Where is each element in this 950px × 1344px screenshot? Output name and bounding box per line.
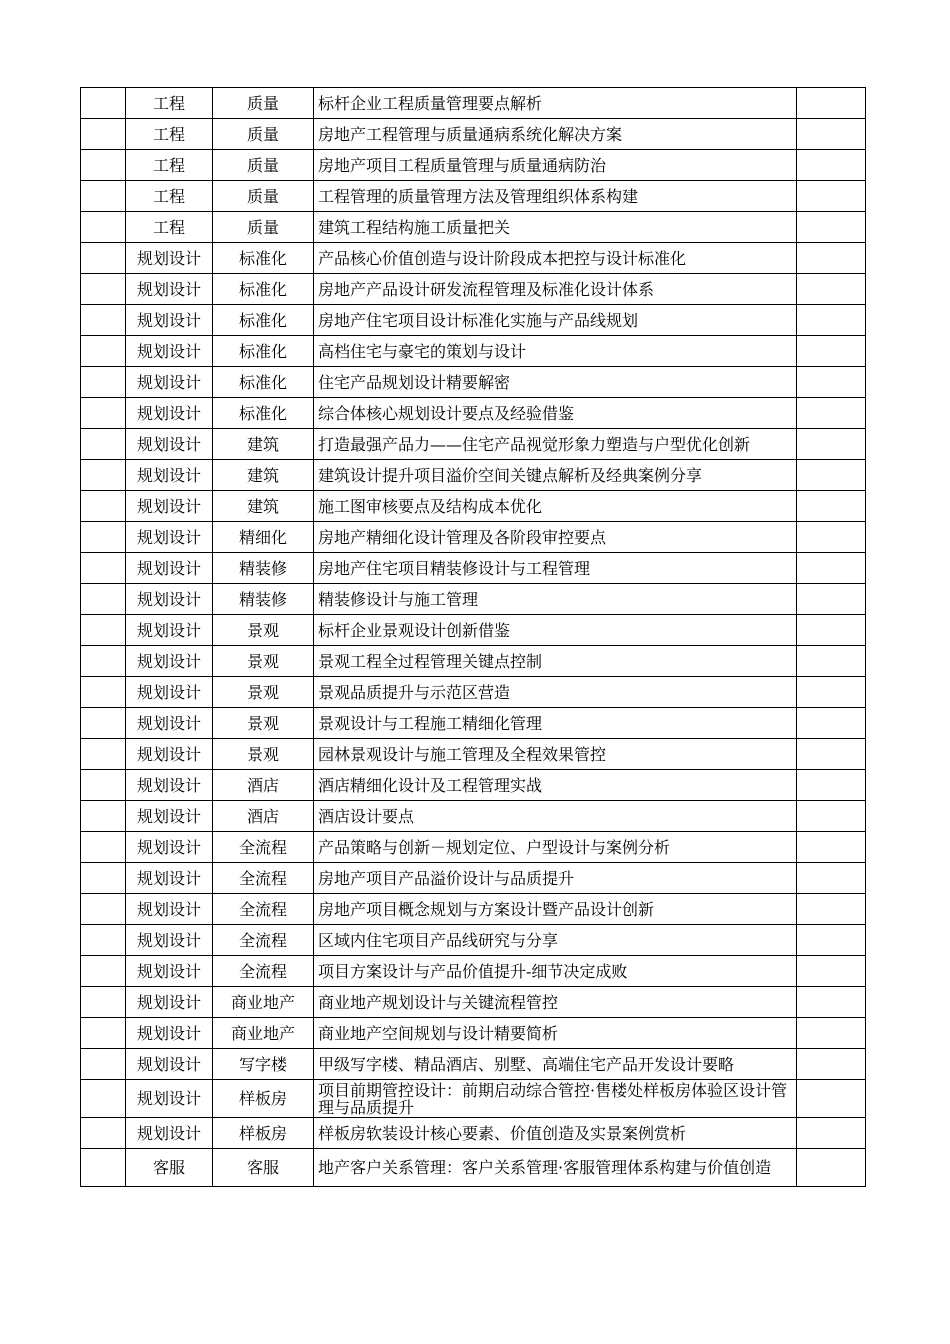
blank-cell — [797, 305, 866, 336]
subcategory-cell: 全流程 — [213, 894, 314, 925]
subcategory-cell: 酒店 — [213, 801, 314, 832]
course-title-cell: 景观品质提升与示范区营造 — [314, 677, 797, 708]
subcategory-cell: 标准化 — [213, 274, 314, 305]
blank-cell — [81, 181, 126, 212]
subcategory-cell: 建筑 — [213, 491, 314, 522]
category-cell: 规划设计 — [126, 584, 213, 615]
blank-cell — [81, 150, 126, 181]
course-title-cell: 房地产项目产品溢价设计与品质提升 — [314, 863, 797, 894]
blank-cell — [81, 863, 126, 894]
category-cell: 规划设计 — [126, 491, 213, 522]
blank-cell — [797, 1149, 866, 1187]
course-title-cell: 高档住宅与豪宅的策划与设计 — [314, 336, 797, 367]
category-cell: 规划设计 — [126, 274, 213, 305]
blank-cell — [81, 460, 126, 491]
course-title-cell: 区域内住宅项目产品线研究与分享 — [314, 925, 797, 956]
course-title-cell: 产品策略与创新－规划定位、户型设计与案例分析 — [314, 832, 797, 863]
category-cell: 规划设计 — [126, 770, 213, 801]
course-title-cell: 项目方案设计与产品价值提升-细节决定成败 — [314, 956, 797, 987]
category-cell: 工程 — [126, 212, 213, 243]
blank-cell — [81, 801, 126, 832]
category-cell: 规划设计 — [126, 708, 213, 739]
blank-cell — [81, 1080, 126, 1118]
blank-cell — [797, 336, 866, 367]
blank-cell — [81, 429, 126, 460]
category-cell: 规划设计 — [126, 863, 213, 894]
course-title-cell: 房地产工程管理与质量通病系统化解决方案 — [314, 119, 797, 150]
course-title-cell: 房地产住宅项目设计标准化实施与产品线规划 — [314, 305, 797, 336]
table-row — [81, 553, 866, 584]
table-row — [81, 832, 866, 863]
category-cell: 规划设计 — [126, 987, 213, 1018]
category-cell: 规划设计 — [126, 522, 213, 553]
table-row — [81, 398, 866, 429]
blank-cell — [797, 367, 866, 398]
blank-cell — [81, 212, 126, 243]
course-title-cell: 酒店精细化设计及工程管理实战 — [314, 770, 797, 801]
blank-cell — [797, 615, 866, 646]
category-cell: 规划设计 — [126, 1018, 213, 1049]
blank-cell — [797, 1080, 866, 1118]
course-title-cell: 房地产产品设计研发流程管理及标准化设计体系 — [314, 274, 797, 305]
course-title-cell: 工程管理的质量管理方法及管理组织体系构建 — [314, 181, 797, 212]
blank-cell — [81, 305, 126, 336]
category-cell: 规划设计 — [126, 646, 213, 677]
category-cell: 工程 — [126, 88, 213, 119]
table-body — [81, 88, 866, 1187]
course-title-cell: 景观工程全过程管理关键点控制 — [314, 646, 797, 677]
category-cell: 规划设计 — [126, 336, 213, 367]
table-row — [81, 522, 866, 553]
table-row — [81, 708, 866, 739]
blank-cell — [797, 739, 866, 770]
course-title-cell: 打造最强产品力——住宅产品视觉形象力塑造与户型优化创新 — [314, 429, 797, 460]
blank-cell — [81, 243, 126, 274]
table-row — [81, 274, 866, 305]
table-row — [81, 150, 866, 181]
blank-cell — [797, 584, 866, 615]
category-cell: 工程 — [126, 119, 213, 150]
course-title-cell: 项目前期管控设计：前期启动综合管控·售楼处样板房体验区设计管理与品质提升 — [314, 1080, 797, 1118]
course-title-cell: 商业地产规划设计与关键流程管控 — [314, 987, 797, 1018]
blank-cell — [797, 398, 866, 429]
table-row — [81, 336, 866, 367]
blank-cell — [81, 119, 126, 150]
subcategory-cell: 景观 — [213, 677, 314, 708]
category-cell: 工程 — [126, 150, 213, 181]
subcategory-cell: 样板房 — [213, 1080, 314, 1118]
subcategory-cell: 标准化 — [213, 367, 314, 398]
blank-cell — [797, 925, 866, 956]
blank-cell — [797, 801, 866, 832]
subcategory-cell: 商业地产 — [213, 987, 314, 1018]
blank-cell — [81, 770, 126, 801]
subcategory-cell: 客服 — [213, 1149, 314, 1187]
blank-cell — [797, 243, 866, 274]
blank-cell — [81, 367, 126, 398]
table-row — [81, 956, 866, 987]
table-row — [81, 1049, 866, 1080]
subcategory-cell: 质量 — [213, 119, 314, 150]
subcategory-cell: 景观 — [213, 646, 314, 677]
blank-cell — [797, 1118, 866, 1149]
blank-cell — [797, 894, 866, 925]
subcategory-cell: 写字楼 — [213, 1049, 314, 1080]
category-cell: 规划设计 — [126, 677, 213, 708]
blank-cell — [797, 956, 866, 987]
table-row — [81, 460, 866, 491]
table-row — [81, 894, 866, 925]
subcategory-cell: 质量 — [213, 181, 314, 212]
course-title-cell: 建筑设计提升项目溢价空间关键点解析及经典案例分享 — [314, 460, 797, 491]
blank-cell — [81, 584, 126, 615]
blank-cell — [81, 615, 126, 646]
subcategory-cell: 精装修 — [213, 584, 314, 615]
blank-cell — [797, 1049, 866, 1080]
blank-cell — [797, 119, 866, 150]
course-title-cell: 房地产住宅项目精装修设计与工程管理 — [314, 553, 797, 584]
category-cell: 规划设计 — [126, 894, 213, 925]
category-cell: 规划设计 — [126, 460, 213, 491]
subcategory-cell: 商业地产 — [213, 1018, 314, 1049]
category-cell: 规划设计 — [126, 305, 213, 336]
blank-cell — [797, 832, 866, 863]
table-row — [81, 429, 866, 460]
subcategory-cell: 全流程 — [213, 832, 314, 863]
category-cell: 规划设计 — [126, 925, 213, 956]
blank-cell — [797, 770, 866, 801]
table-row — [81, 1149, 866, 1187]
blank-cell — [81, 708, 126, 739]
blank-cell — [81, 739, 126, 770]
table-row — [81, 863, 866, 894]
subcategory-cell: 景观 — [213, 615, 314, 646]
category-cell: 规划设计 — [126, 429, 213, 460]
blank-cell — [797, 212, 866, 243]
blank-cell — [797, 150, 866, 181]
table-row — [81, 584, 866, 615]
course-title-cell: 住宅产品规划设计精要解密 — [314, 367, 797, 398]
blank-cell — [81, 832, 126, 863]
category-cell: 规划设计 — [126, 615, 213, 646]
table-row — [81, 739, 866, 770]
subcategory-cell: 质量 — [213, 88, 314, 119]
course-title-cell: 产品核心价值创造与设计阶段成本把控与设计标准化 — [314, 243, 797, 274]
subcategory-cell: 精细化 — [213, 522, 314, 553]
table-row — [81, 181, 866, 212]
blank-cell — [797, 863, 866, 894]
table-row — [81, 367, 866, 398]
course-title-cell: 精装修设计与施工管理 — [314, 584, 797, 615]
table-row — [81, 1018, 866, 1049]
category-cell: 规划设计 — [126, 1118, 213, 1149]
blank-cell — [797, 181, 866, 212]
subcategory-cell: 精装修 — [213, 553, 314, 584]
subcategory-cell: 质量 — [213, 212, 314, 243]
course-title-cell: 景观设计与工程施工精细化管理 — [314, 708, 797, 739]
blank-cell — [81, 677, 126, 708]
blank-cell — [797, 460, 866, 491]
category-cell: 规划设计 — [126, 1049, 213, 1080]
course-title-cell: 房地产项目概念规划与方案设计暨产品设计创新 — [314, 894, 797, 925]
table-row — [81, 1080, 866, 1118]
category-cell: 规划设计 — [126, 739, 213, 770]
blank-cell — [81, 1049, 126, 1080]
course-title-cell: 标杆企业景观设计创新借鉴 — [314, 615, 797, 646]
blank-cell — [797, 646, 866, 677]
blank-cell — [81, 88, 126, 119]
table-row — [81, 801, 866, 832]
blank-cell — [81, 553, 126, 584]
table-row — [81, 305, 866, 336]
blank-cell — [81, 1118, 126, 1149]
category-cell: 规划设计 — [126, 801, 213, 832]
table-row — [81, 88, 866, 119]
category-cell: 规划设计 — [126, 832, 213, 863]
course-title-cell: 园林景观设计与施工管理及全程效果管控 — [314, 739, 797, 770]
category-cell: 规划设计 — [126, 367, 213, 398]
category-cell: 规划设计 — [126, 398, 213, 429]
subcategory-cell: 全流程 — [213, 863, 314, 894]
category-cell: 客服 — [126, 1149, 213, 1187]
subcategory-cell: 全流程 — [213, 956, 314, 987]
blank-cell — [81, 491, 126, 522]
course-title-cell: 综合体核心规划设计要点及经验借鉴 — [314, 398, 797, 429]
blank-cell — [797, 274, 866, 305]
blank-cell — [81, 398, 126, 429]
course-title-cell: 样板房软装设计核心要素、价值创造及实景案例赏析 — [314, 1118, 797, 1149]
course-title-cell: 房地产项目工程质量管理与质量通病防治 — [314, 150, 797, 181]
subcategory-cell: 景观 — [213, 739, 314, 770]
blank-cell — [797, 88, 866, 119]
table-row — [81, 677, 866, 708]
table-row — [81, 1118, 866, 1149]
subcategory-cell: 景观 — [213, 708, 314, 739]
blank-cell — [797, 522, 866, 553]
category-cell: 规划设计 — [126, 956, 213, 987]
subcategory-cell: 标准化 — [213, 243, 314, 274]
subcategory-cell: 酒店 — [213, 770, 314, 801]
blank-cell — [81, 646, 126, 677]
blank-cell — [81, 925, 126, 956]
blank-cell — [81, 894, 126, 925]
subcategory-cell: 样板房 — [213, 1118, 314, 1149]
table-row — [81, 615, 866, 646]
subcategory-cell: 标准化 — [213, 398, 314, 429]
course-title-cell: 建筑工程结构施工质量把关 — [314, 212, 797, 243]
course-table — [80, 87, 866, 1187]
blank-cell — [797, 429, 866, 460]
blank-cell — [797, 987, 866, 1018]
subcategory-cell: 标准化 — [213, 336, 314, 367]
blank-cell — [81, 987, 126, 1018]
table-row — [81, 491, 866, 522]
course-title-cell: 房地产精细化设计管理及各阶段审控要点 — [314, 522, 797, 553]
course-title-cell: 甲级写字楼、精品酒店、别墅、高端住宅产品开发设计要略 — [314, 1049, 797, 1080]
course-title-cell: 施工图审核要点及结构成本优化 — [314, 491, 797, 522]
blank-cell — [81, 1149, 126, 1187]
blank-cell — [81, 522, 126, 553]
table-row — [81, 243, 866, 274]
blank-cell — [81, 274, 126, 305]
subcategory-cell: 建筑 — [213, 460, 314, 491]
table-row — [81, 646, 866, 677]
blank-cell — [81, 336, 126, 367]
table-row — [81, 119, 866, 150]
blank-cell — [797, 677, 866, 708]
table-row — [81, 212, 866, 243]
category-cell: 规划设计 — [126, 553, 213, 584]
blank-cell — [797, 553, 866, 584]
course-title-cell: 酒店设计要点 — [314, 801, 797, 832]
category-cell: 规划设计 — [126, 243, 213, 274]
course-title-cell: 标杆企业工程质量管理要点解析 — [314, 88, 797, 119]
subcategory-cell: 质量 — [213, 150, 314, 181]
course-title-cell: 商业地产空间规划与设计精要简析 — [314, 1018, 797, 1049]
category-cell: 工程 — [126, 181, 213, 212]
table-row — [81, 925, 866, 956]
subcategory-cell: 建筑 — [213, 429, 314, 460]
subcategory-cell: 全流程 — [213, 925, 314, 956]
category-cell: 规划设计 — [126, 1080, 213, 1118]
blank-cell — [81, 956, 126, 987]
course-title-cell: 地产客户关系管理：客户关系管理·客服管理体系构建与价值创造 — [314, 1149, 797, 1187]
blank-cell — [797, 1018, 866, 1049]
table-row — [81, 987, 866, 1018]
blank-cell — [81, 1018, 126, 1049]
subcategory-cell: 标准化 — [213, 305, 314, 336]
blank-cell — [797, 491, 866, 522]
blank-cell — [797, 708, 866, 739]
table-row — [81, 770, 866, 801]
